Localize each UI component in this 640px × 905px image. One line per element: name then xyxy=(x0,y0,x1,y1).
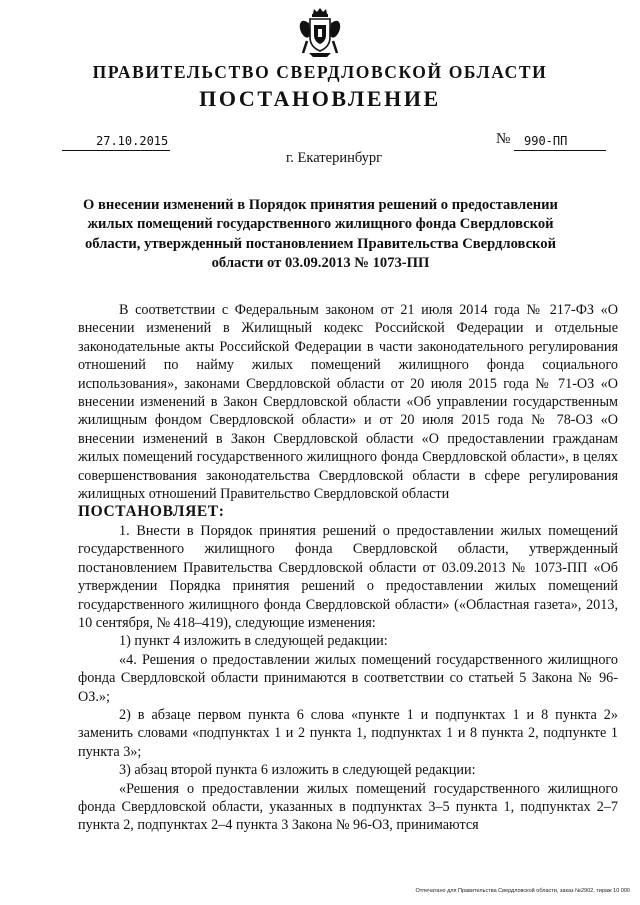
paragraph: 3) абзац второй пункта 6 изложить в следующей редакции: xyxy=(119,762,476,779)
document-body xyxy=(78,301,618,835)
coat-of-arms-icon xyxy=(297,5,343,59)
decree-word: ПОСТАНОВЛЯЕТ: xyxy=(78,503,225,521)
paragraph: 2) в абзаце первом пункта 6 слова «пункте 1 и подпунктах 1 и 8 пункта 2» заменить словами «подпунктах 1 и 2 пункта 1, подпунктах 1 и 8 пункта 2, подпункте 1 пункта 3»; xyxy=(78,706,618,760)
number-sign: № xyxy=(496,131,511,147)
city: г. Екатеринбург xyxy=(286,150,383,166)
document-type: ПОСТАНОВЛЕНИЕ xyxy=(199,86,441,111)
document-date: 27.10.2015 xyxy=(62,134,170,151)
document-number: 990-ПП xyxy=(514,134,606,151)
print-footer: Отпечатано для Правительства Свердловской области, заказ №2902, тираж 10 000 xyxy=(415,888,630,894)
document-title: О внесении изменений в Порядок принятия решений о предоставлении жилых помещений государственного жилищного фонда Свердловской области, утвержденный постановлением Правительства Свердловской области от 03.09.2013 № 1073-ПП xyxy=(83,197,558,272)
paragraph: 1. Внести в Порядок принятия решений о предоставлении жилых помещений государственного жилищного фонда Свердловской области, утвержденный постановлением Правительства Свердловской области от 03.09.2013 № 1073-ПП «Об утверждении Порядка принятия решений о предоставлении жилых помещений государственного жилищного фонда Свердловской области» («Областная газета», 2013, 10 сентября, № 418–419), следующие изменения: xyxy=(78,522,618,631)
organization-title: ПРАВИТЕЛЬСТВО СВЕРДЛОВСКОЙ ОБЛАСТИ xyxy=(92,62,548,82)
paragraph: 1) пункт 4 изложить в следующей редакции: xyxy=(119,633,388,650)
paragraph: «Решения о предоставлении жилых помещений государственного жилищного фонда Свердловской области, указанных в подпунктах 3–5 пункта 1, подпунктах 2–7 пункта 2, подпунктах 2–4 пункта 3 Закона № 96-ОЗ, принимаются xyxy=(78,780,618,834)
preamble: В соответствии с Федеральным законом от 21 июля 2014 года № 217-ФЗ «О внесении изменений в Жилищный кодекс Российской Федерации и отдельные законодательные акты Российской Федерации в части законодательного регулирования отношений по найму жилых помещений жилищного фонда социального использования», законами Свердловской области от 20 июля 2015 года № 71-ОЗ «О внесении изменений в Закон Свердловской области «Об управлении государственным жилищным фондом Свердловской области» и от 20 июля 2015 года № 78-ОЗ «О внесении изменений в Закон Свердловской области «О предоставлении гражданам жилых помещений государственного жилищного фонда Свердловской области», в целях совершенствования законодательства Свердловской области в сфере регулирования жилищных отношений Правительство Свердловской области xyxy=(78,302,618,503)
paragraph: «4. Решения о предоставлении жилых помещений государственного жилищного фонда Свердловской области принимаются в соответствии со статьей 5 Закона № 96-ОЗ.»; xyxy=(78,651,618,705)
